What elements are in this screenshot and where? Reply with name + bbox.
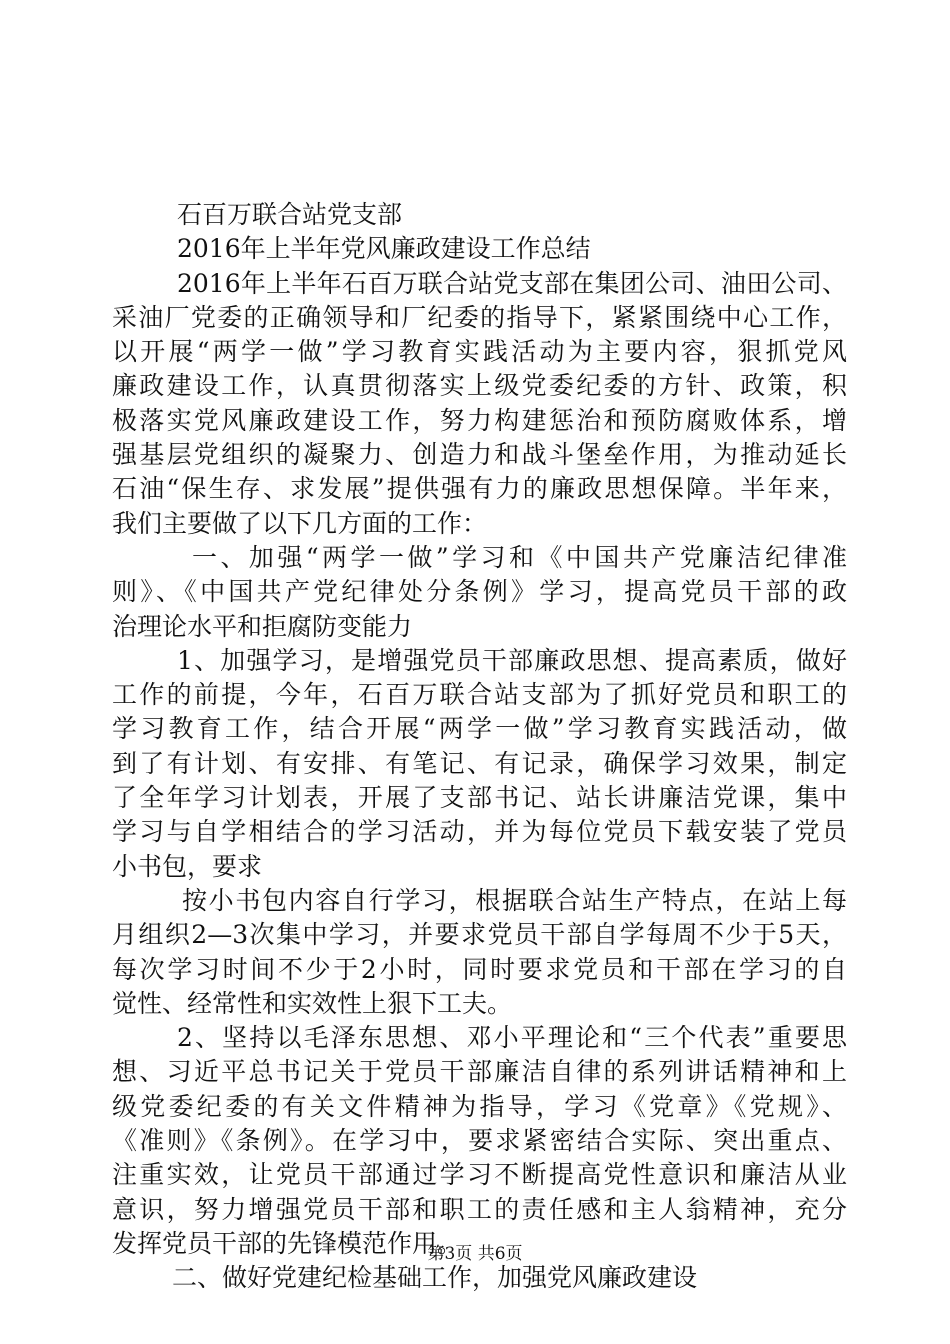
- paragraph-line: 廉政建设工作，认真贯彻落实上级党委纪委的方针、政策，积: [112, 371, 847, 401]
- paragraph-line: 每次学习时间不少于2小时，同时要求党员和干部在学习的自: [112, 954, 847, 984]
- document-body: [112, 198, 847, 1296]
- paragraph-line: 1、加强学习，是增强党员干部廉政思想、提高素质，做好: [177, 645, 847, 675]
- section-heading-line: 治理论水平和拒腐防变能力: [112, 611, 413, 641]
- page-number: 第3页 共6页: [427, 1244, 523, 1264]
- paragraph-line: 级党委纪委的有关文件精神为指导，学习《党章》《党规》、: [112, 1091, 847, 1121]
- paragraph-line: 意识，努力增强党员干部和职工的责任感和主人翁精神，充分: [112, 1194, 847, 1224]
- paragraph-line: 注重实效，让党员干部通过学习不断提高党性意识和廉洁从业: [112, 1160, 847, 1190]
- paragraph-line: 了全年学习计划表，开展了支部书记、站长讲廉洁党课，集中: [112, 783, 847, 813]
- paragraph-line: 学习与自学相结合的学习活动，并为每位党员下载安装了党员: [112, 817, 847, 847]
- paragraph-line: 月组织2—3次集中学习，并要求党员干部自学每周不少于5天，: [112, 920, 847, 950]
- section-heading-line: 则》、《中国共产党纪律处分条例》学习，提高党员干部的政: [112, 577, 847, 607]
- paragraph-line: 小书包，要求: [112, 851, 263, 881]
- paragraph-line: 按小书包内容自行学习，根据联合站生产特点，在站上每: [182, 885, 847, 915]
- section-heading-line: 二、做好党建纪检基础工作，加强党风廉政建设: [172, 1263, 698, 1293]
- paragraph-line: 想、习近平总书记关于党员干部廉洁自律的系列讲话精神和上: [112, 1057, 847, 1087]
- paragraph-line: 2、坚持以毛泽东思想、邓小平理论和“三个代表”重要思: [177, 1023, 847, 1053]
- paragraph-line: 采油厂党委的正确领导和厂纪委的指导下，紧紧围绕中心工作，: [112, 302, 847, 332]
- paragraph-line: 以开展“两学一做”学习教育实践活动为主要内容，狠抓党风: [112, 337, 847, 367]
- paragraph-line: 2016年上半年石百万联合站党支部在集团公司、油田公司、: [177, 268, 847, 298]
- heading-branch-name: 石百万联合站党支部: [177, 200, 403, 229]
- paragraph-line: 觉性、经常性和实效性上狠下工夫。: [112, 988, 513, 1018]
- paragraph-line: 到了有计划、有安排、有笔记、有记录，确保学习效果，制定: [112, 748, 847, 778]
- paragraph-line: 石油“保生存、求发展”提供强有力的廉政思想保障。半年来，: [112, 474, 847, 504]
- paragraph-line: 发挥党员干部的先锋模范作用。: [112, 1228, 463, 1258]
- paragraph-line: 《准则》《条例》。在学习中，要求紧密结合实际、突出重点、: [112, 1126, 847, 1156]
- section-heading-line: 一、加强“两学一做”学习和《中国共产党廉洁纪律准: [192, 542, 847, 572]
- heading-report-title: 2016年上半年党风廉政建设工作总结: [177, 234, 591, 264]
- paragraph-line: 工作的前提，今年，石百万联合站支部为了抓好党员和职工的: [112, 680, 847, 710]
- paragraph-line: 我们主要做了以下几方面的工作：: [112, 508, 488, 538]
- paragraph-line: 学习教育工作，结合开展“两学一做”学习教育实践活动，做: [112, 714, 847, 744]
- paragraph-line: 强基层党组织的凝聚力、创造力和战斗堡垒作用，为推动延长: [112, 440, 847, 470]
- paragraph-line: 极落实党风廉政建设工作，努力构建惩治和预防腐败体系，增: [112, 405, 847, 435]
